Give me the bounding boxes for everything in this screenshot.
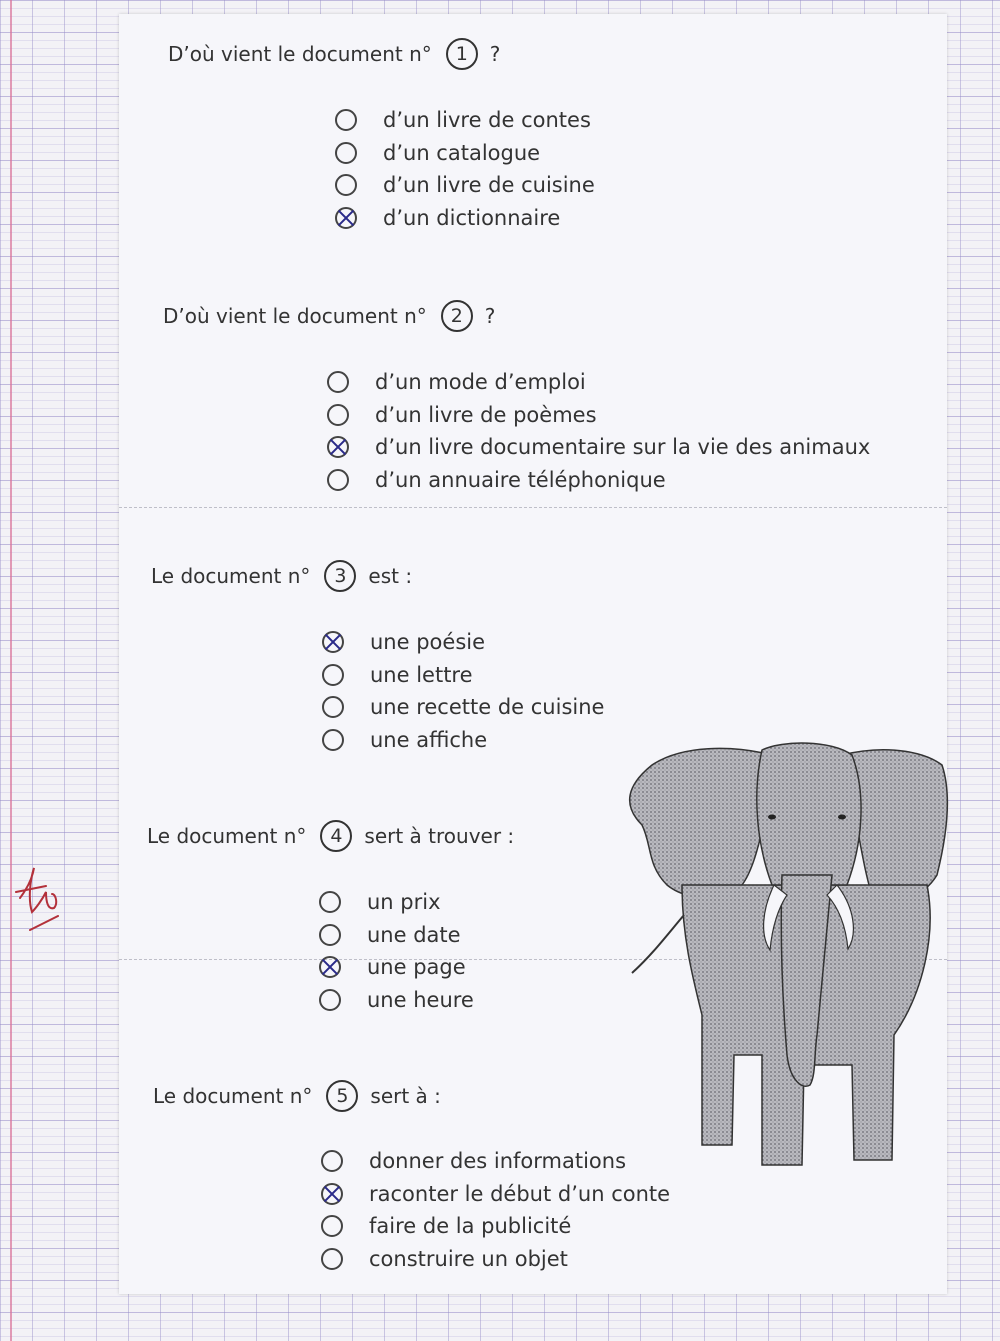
answer-label: d’un annuaire téléphonique	[375, 467, 666, 492]
checked-radio-circle[interactable]	[321, 1183, 343, 1205]
answer-label: une heure	[367, 987, 474, 1012]
radio-circle[interactable]	[319, 924, 341, 946]
answer-label: raconter le début d’un conte	[369, 1181, 671, 1206]
answer-option[interactable]	[322, 691, 604, 724]
question-text-end: sert à :	[370, 1084, 441, 1108]
answer-list-3	[322, 626, 604, 756]
answer-label: d’un mode d’emploi	[375, 370, 586, 395]
answer-option[interactable]	[327, 399, 870, 432]
question-text: Le document n°	[147, 824, 307, 848]
question-text: D’où vient le document n°	[163, 304, 427, 328]
answer-label: une recette de cuisine	[370, 695, 605, 720]
answer-list-2	[327, 366, 870, 496]
question-text-end: ?	[489, 42, 501, 66]
answer-option[interactable]	[335, 104, 595, 137]
answer-option[interactable]	[322, 659, 604, 692]
answer-option[interactable]	[319, 919, 474, 952]
answer-option[interactable]	[321, 1178, 670, 1211]
document-number-badge: 1	[446, 38, 478, 70]
answer-option[interactable]	[321, 1243, 670, 1276]
answer-label: une poésie	[370, 630, 486, 655]
document-number-badge: 4	[320, 820, 352, 852]
radio-circle[interactable]	[327, 469, 349, 491]
radio-circle[interactable]	[322, 729, 344, 751]
answer-option[interactable]	[327, 464, 870, 497]
answer-label: d’un dictionnaire	[383, 205, 561, 230]
answer-list-4	[319, 886, 474, 1016]
checked-radio-circle[interactable]	[327, 436, 349, 458]
elephant-illustration	[622, 735, 952, 1175]
question-text-end: ?	[484, 304, 496, 328]
checked-radio-circle[interactable]	[335, 207, 357, 229]
answer-option[interactable]	[319, 951, 474, 984]
document-number-badge: 3	[324, 560, 356, 592]
question-3	[151, 560, 412, 592]
radio-circle[interactable]	[335, 174, 357, 196]
radio-circle[interactable]	[327, 404, 349, 426]
radio-circle[interactable]	[335, 109, 357, 131]
question-text: Le document n°	[151, 564, 311, 588]
radio-circle[interactable]	[322, 664, 344, 686]
document-number-badge: 5	[326, 1080, 358, 1112]
answer-option[interactable]	[327, 431, 870, 464]
answer-list-1	[335, 104, 595, 234]
question-text: Le document n°	[153, 1084, 313, 1108]
question-text: D’où vient le document n°	[168, 42, 432, 66]
answer-option[interactable]	[321, 1210, 670, 1243]
answer-label: d’un livre de poèmes	[375, 402, 597, 427]
answer-option[interactable]	[322, 724, 604, 757]
answer-label: d’un livre documentaire sur la vie des animaux	[375, 435, 871, 460]
answer-label: une lettre	[370, 662, 473, 687]
answer-option[interactable]	[321, 1145, 670, 1178]
question-4	[147, 820, 514, 852]
answer-label: une page	[367, 955, 466, 980]
question-text-end: est :	[368, 564, 413, 588]
answer-label: d’un livre de contes	[383, 108, 591, 133]
radio-circle[interactable]	[335, 142, 357, 164]
answer-label: une affiche	[370, 727, 488, 752]
teacher-initials-mark	[12, 850, 82, 940]
answer-option[interactable]	[335, 202, 595, 235]
radio-circle[interactable]	[321, 1150, 343, 1172]
answer-option[interactable]	[322, 626, 604, 659]
answer-option[interactable]	[319, 886, 474, 919]
answer-option[interactable]	[335, 137, 595, 170]
notebook-margin-line	[10, 0, 12, 1341]
document-number-badge: 2	[441, 300, 473, 332]
radio-circle[interactable]	[327, 371, 349, 393]
answer-list-5	[321, 1145, 670, 1275]
checked-radio-circle[interactable]	[319, 956, 341, 978]
question-5	[153, 1080, 441, 1112]
answer-label: construire un objet	[369, 1246, 568, 1271]
answer-label: d’un catalogue	[383, 140, 541, 165]
answer-option[interactable]	[327, 366, 870, 399]
fold-crease	[119, 507, 947, 508]
answer-label: un prix	[367, 890, 441, 915]
answer-option[interactable]	[335, 169, 595, 202]
question-text-end: sert à trouver :	[364, 824, 515, 848]
answer-option[interactable]	[319, 984, 474, 1017]
answer-label: une date	[367, 922, 461, 947]
question-2	[163, 300, 495, 332]
radio-circle[interactable]	[321, 1248, 343, 1270]
checked-radio-circle[interactable]	[322, 631, 344, 653]
answer-label: faire de la publicité	[369, 1214, 572, 1239]
answer-label: donner des informations	[369, 1149, 627, 1174]
radio-circle[interactable]	[322, 696, 344, 718]
answer-label: d’un livre de cuisine	[383, 173, 595, 198]
radio-circle[interactable]	[321, 1215, 343, 1237]
radio-circle[interactable]	[319, 891, 341, 913]
radio-circle[interactable]	[319, 989, 341, 1011]
question-1	[168, 38, 500, 70]
